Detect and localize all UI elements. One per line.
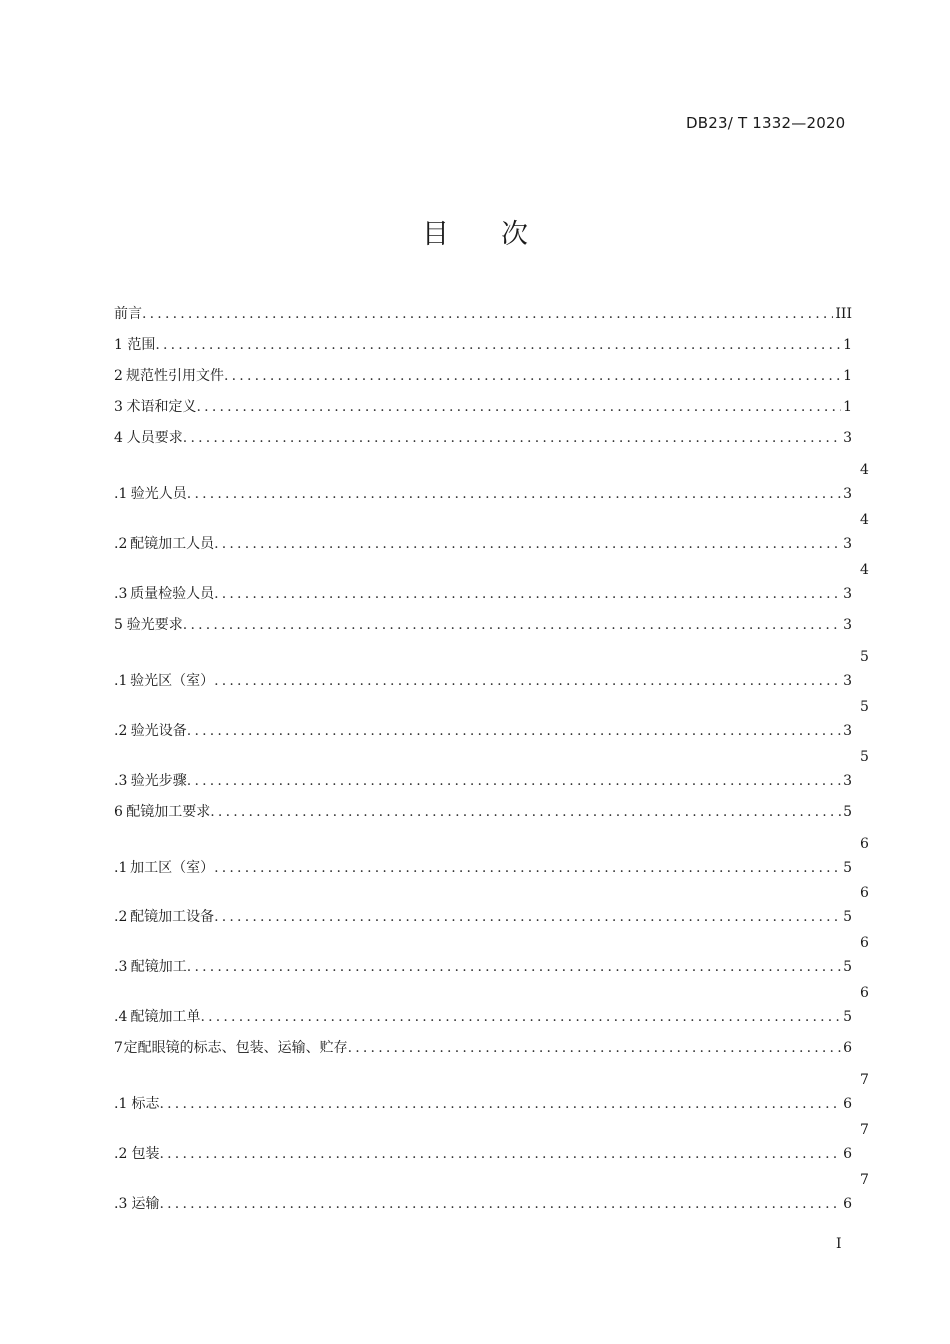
toc-wrapped-section-digit: 7 [860,1172,869,1188]
toc-entry-page: 1 [843,368,852,384]
toc-entry-title: 验光要求 [126,617,183,633]
toc-entry-number: 7 [114,1040,123,1056]
toc-entry-title: 人员要求 [126,430,183,446]
toc-entry-number: .3 [114,1196,128,1212]
toc-entry-title: 范围 [127,337,156,353]
toc-wrapped-section-digit: 6 [860,985,869,1001]
toc-wrapped-section-digit: 5 [860,649,869,665]
toc-dot-leader [210,802,841,822]
toc-dot-leader [200,1007,841,1027]
toc-dot-leader [183,615,841,635]
toc-entry-number: 1 [114,337,123,353]
title-char-1: 目 [422,219,449,250]
toc-dot-leader [183,428,841,448]
toc-entry[interactable] [114,304,852,324]
toc-entry-title: 配镜加工设备 [130,909,215,925]
toc-entry[interactable] [114,771,852,791]
toc-entry-page: 3 [843,536,852,552]
toc-entry-number: .2 [114,909,128,925]
toc-entry[interactable] [114,366,852,386]
footer-page-number: I [836,1236,842,1252]
toc-wrapped-section-digit: 5 [860,699,869,715]
toc-dot-leader [160,1144,842,1164]
toc-entry-page: 1 [843,399,852,415]
toc-entry-page: 3 [843,673,852,689]
toc-dot-leader [214,907,841,927]
toc-entry[interactable] [114,802,852,822]
toc-entry-number: .2 [114,1146,128,1162]
toc-entry-page: 6 [843,1196,852,1212]
toc-entry-page: 6 [843,1096,852,1112]
toc-wrapped-section-digit: 4 [860,562,869,578]
toc-entry[interactable] [114,1007,852,1027]
toc-wrapped-section-digit: 5 [860,749,869,765]
toc-entry-title: 验光区（室） [130,673,215,689]
toc-wrapped-section-digit: 4 [860,512,869,528]
toc-entry-title: 验光步骤 [130,773,187,789]
toc-entry-title: 配镜加工人员 [130,536,215,552]
toc-wrapped-section-digit: 7 [860,1072,869,1088]
toc-entry[interactable] [114,484,852,504]
toc-entry-page: III [835,306,852,322]
toc-entry-title: 验光人员 [130,486,187,502]
toc-dot-leader [155,335,841,355]
toc-dot-leader [160,1194,842,1214]
toc-entry-number: 3 [114,399,123,415]
toc-dot-leader [187,771,841,791]
toc-dot-leader [214,671,841,691]
toc-dot-leader [187,484,841,504]
toc-dot-leader [187,957,841,977]
toc-entry-page: 3 [843,617,852,633]
toc-entry-page: 3 [843,773,852,789]
toc-entry[interactable] [114,907,852,927]
toc-entry-number: .2 [114,536,128,552]
toc-entry-title: 加工区（室） [130,860,215,876]
toc-entry-page: 6 [843,1146,852,1162]
toc-entry[interactable] [114,957,852,977]
toc-entry[interactable] [114,534,852,554]
toc-wrapped-section-digit: 6 [860,885,869,901]
toc-entry-title: 配镜加工单 [130,1009,201,1025]
toc-entry-page: 3 [843,486,852,502]
toc-entry[interactable] [114,615,852,635]
toc-dot-leader [197,397,842,417]
toc-entry-number: 5 [114,617,123,633]
toc-entry[interactable] [114,428,852,448]
toc-entry-number: .3 [114,959,128,975]
toc-entry-title: 包装 [131,1146,160,1162]
toc-dot-leader [348,1038,841,1058]
toc-entry-number: 6 [114,804,123,820]
toc-entry-page: 5 [843,909,852,925]
toc-entry-page: 5 [843,959,852,975]
toc-entry-title: 验光设备 [130,723,187,739]
toc-dot-leader [187,721,841,741]
toc-entry[interactable] [114,671,852,691]
toc-entry-page: 5 [843,1009,852,1025]
toc-entry-title: 规范性引用文件 [126,368,224,384]
toc-entry[interactable] [114,397,852,417]
toc-entry-page: 3 [843,430,852,446]
toc-entry-title: 前言 [114,306,142,322]
toc-entry-page: 5 [843,860,852,876]
toc-wrapped-section-digit: 6 [860,935,869,951]
toc-entry[interactable] [114,1094,852,1114]
toc-entry[interactable] [114,721,852,741]
toc-entry[interactable] [114,858,852,878]
toc-dot-leader [214,584,841,604]
toc-entry-page: 3 [843,723,852,739]
page-title [0,212,950,251]
toc-wrapped-section-digit: 7 [860,1122,869,1138]
toc-entry-page: 5 [843,804,852,820]
toc-dot-leader [214,534,841,554]
toc-dot-leader [160,1094,842,1114]
toc-dot-leader [224,366,841,386]
toc-entry-number: .4 [114,1009,128,1025]
toc-wrapped-section-digit: 4 [860,462,869,478]
toc-wrapped-section-digit: 6 [860,836,869,852]
toc-entry-title: 配镜加工要求 [126,804,211,820]
toc-entry[interactable] [114,335,852,355]
toc-entry[interactable] [114,584,852,604]
toc-entry-title: 质量检验人员 [130,586,215,602]
toc-entry-title: 配镜加工 [130,959,187,975]
toc-entry-title: 标志 [131,1096,160,1112]
toc-entry-number: .2 [114,723,128,739]
toc-entry-page: 3 [843,586,852,602]
toc-entry[interactable] [114,1144,852,1164]
toc-entry-number: .1 [114,860,128,876]
toc-entry[interactable] [114,1194,852,1214]
standard-code: DB23/ T 1332—2020 [686,114,846,132]
toc-entry-title: 术语和定义 [126,399,197,415]
toc-entry-title: 定配眼镜的标志、包装、运输、贮存 [123,1040,348,1056]
toc-entry[interactable] [114,1038,852,1058]
toc-entry-page: 1 [843,337,852,353]
toc-entry-number: .1 [114,1096,128,1112]
title-char-2: 次 [501,219,528,250]
toc-dot-leader [142,304,833,324]
toc-entry-page: 6 [843,1040,852,1056]
toc-entry-title: 运输 [131,1196,160,1212]
toc-entry-number: .1 [114,486,128,502]
toc-entry-number: .1 [114,673,128,689]
toc-entry-number: .3 [114,586,128,602]
toc-dot-leader [214,858,841,878]
toc-entry-number: 2 [114,368,123,384]
toc-entry-number: .3 [114,773,128,789]
toc-entry-number: 4 [114,430,123,446]
